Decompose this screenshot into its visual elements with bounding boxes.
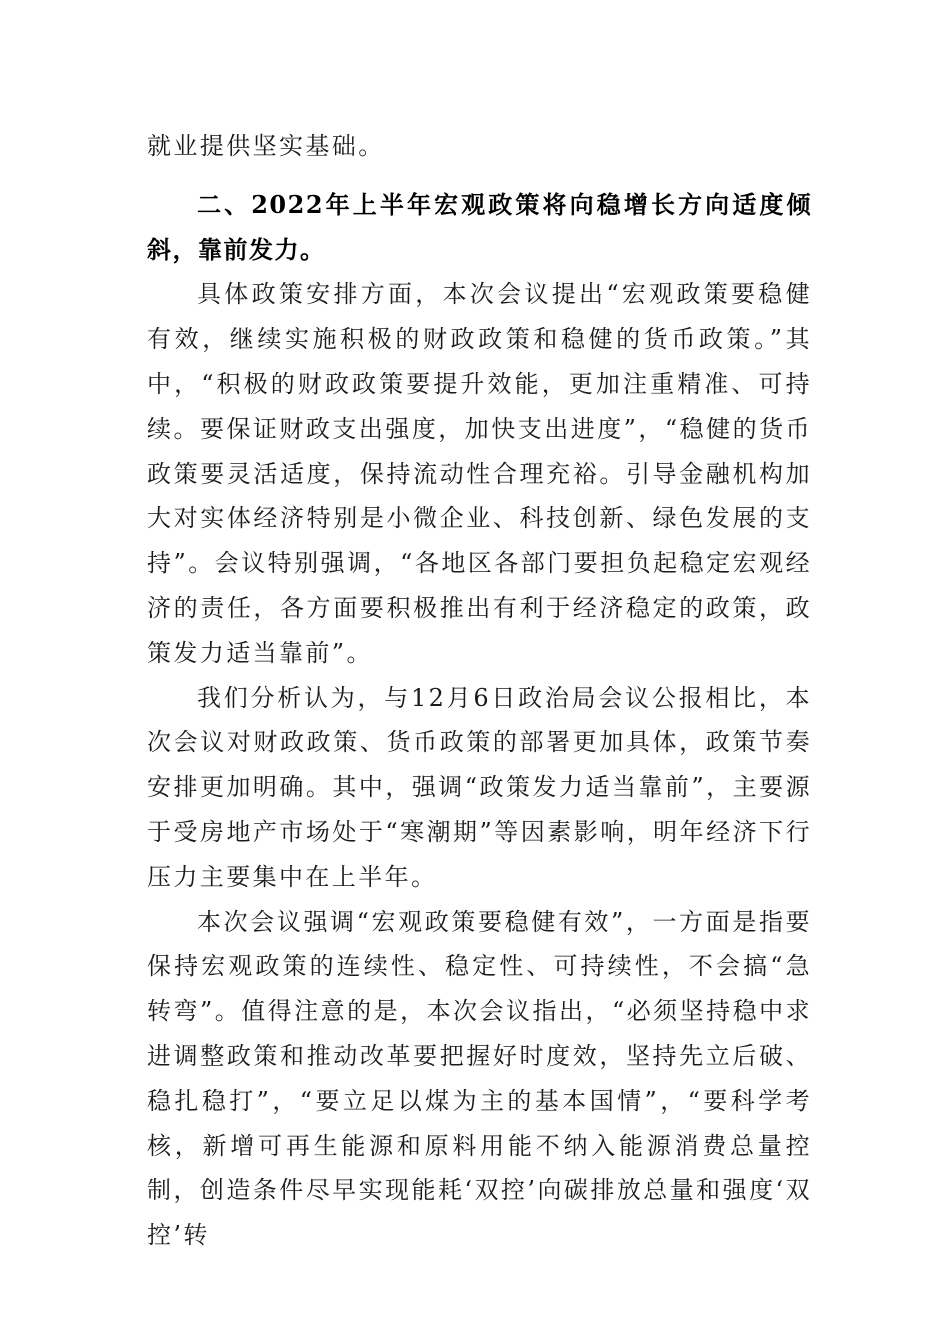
body-paragraph-policy-arrangement: 具体政策安排方面，本次会议提出“宏观政策要稳健有效，继续实施积极的财政政策和稳健的货币政策。”其中，“积极的财政政策要提升效能，更加注重精准、可持续。要保证财政支出强度，加快支出进度”，“稳健的货币政策要灵活适度，保持流动性合理充裕。引导金融机构加大对实体经济特别是小微企业、科技创新、绿色发展的支持”。会议特别强调，“各地区各部门要担负起稳定宏观经济的责任，各方面要积极推出有利于经济稳定的政策，政策发力适当靠前”。 <box>147 280 812 667</box>
body-paragraph-analysis: 我们分析认为，与12月6日政治局会议公报相比，本次会议对财政政策、货币政策的部署更加具体，政策节奏安排更加明确。其中，强调“政策发力适当靠前”，主要源于受房地产市场处于“寒潮期”等因素影响，明年经济下行压力主要集中在上半年。 <box>147 683 812 891</box>
section-heading: 二、2022年上半年宏观政策将向稳增长方向适度倾斜，靠前发力。 <box>147 189 812 264</box>
continuation-paragraph: 就业提供坚实基础。 <box>147 132 385 160</box>
document-body <box>147 124 812 1258</box>
body-paragraph-stable-effective: 本次会议强调“宏观政策要稳健有效”，一方面是指要保持宏观政策的连续性、稳定性、可持续性，不会搞“急转弯”。值得注意的是，本次会议指出，“必须坚持稳中求进调整政策和推动改革要把握好时度效，坚持先立后破、稳扎稳打”，“要立足以煤为主的基本国情”，“要科学考核，新增可再生能源和原料用能不纳入能源消费总量控制，创造条件尽早实现能耗‘双控’向碳排放总量和强度‘双控’转 <box>147 907 812 1250</box>
